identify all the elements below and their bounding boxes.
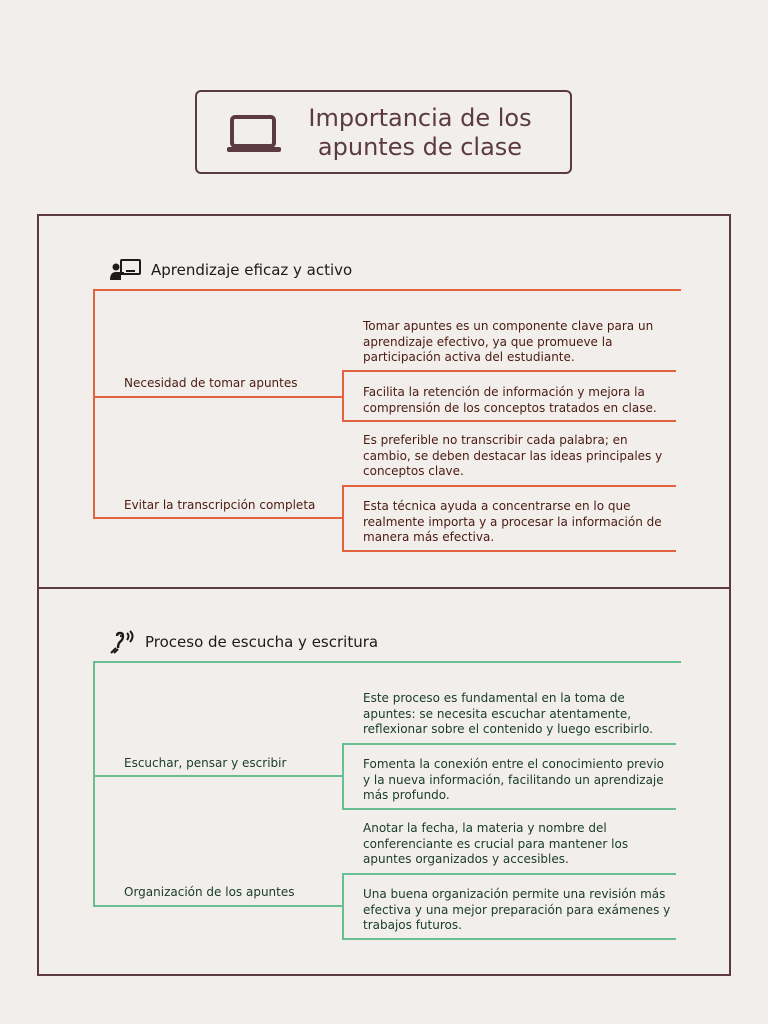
leaf-text: Anotar la fecha, la materia y nombre del conferenciante es crucial para mantener los apuntes organizados y accesibles. xyxy=(363,821,629,866)
leaf-connector-line xyxy=(342,485,344,552)
ear-listening-icon xyxy=(110,630,136,654)
section-top-line xyxy=(93,661,681,663)
leaf-bottom-line xyxy=(342,420,676,422)
section-trunk-line xyxy=(93,289,95,519)
teacher-board-icon xyxy=(110,258,142,282)
branch-line xyxy=(93,517,344,519)
leaf-text: Tomar apuntes es un componente clave para un aprendizaje efectivo, ya que promueve la participación activa del estudiante. xyxy=(363,319,654,364)
leaf-connector-line xyxy=(342,873,344,940)
leaf-connector-line xyxy=(342,370,344,422)
laptop-icon xyxy=(227,112,283,156)
branch-line xyxy=(93,775,344,777)
branch-label: Necesidad de tomar apuntes xyxy=(124,376,298,390)
leaf-text: Facilita la retención de información y mejora la comprensión de los conceptos tratados en clase. xyxy=(363,385,657,415)
page-title: Importancia de los apuntes de clase xyxy=(308,104,532,161)
section-top-line xyxy=(93,289,681,291)
leaf-connector-line xyxy=(342,743,344,810)
leaf-bottom-line xyxy=(342,550,676,552)
leaf-divider-line xyxy=(342,485,676,487)
leaf-divider-line xyxy=(342,743,676,745)
section-title: Proceso de escucha y escritura xyxy=(145,633,379,651)
branch-label: Organización de los apuntes xyxy=(124,885,295,899)
leaf-text: Es preferible no transcribir cada palabra; en cambio, se deben destacar las ideas principales y conceptos clave. xyxy=(363,433,663,478)
title-box xyxy=(195,90,572,174)
branch-label: Escuchar, pensar y escribir xyxy=(124,756,287,770)
leaf-text: Este proceso es fundamental en la toma de apuntes: se necesita escuchar atentamente, reflexionar sobre el contenido y luego escribirlo. xyxy=(363,691,653,736)
leaf-divider-line xyxy=(342,873,676,875)
section-title: Aprendizaje eficaz y activo xyxy=(151,261,353,279)
leaf-bottom-line xyxy=(342,808,676,810)
section-divider xyxy=(37,587,731,589)
section-trunk-line xyxy=(93,661,95,907)
branch-line xyxy=(93,905,344,907)
branch-label: Evitar la transcripción completa xyxy=(124,498,316,512)
leaf-text: Fomenta la conexión entre el conocimiento previo y la nueva información, facilitando un aprendizaje más profundo. xyxy=(363,757,665,802)
leaf-bottom-line xyxy=(342,938,676,940)
leaf-text: Esta técnica ayuda a concentrarse en lo que realmente importa y a procesar la información de manera más efectiva. xyxy=(363,499,662,544)
branch-line xyxy=(93,396,344,398)
leaf-divider-line xyxy=(342,370,676,372)
leaf-text: Una buena organización permite una revisión más efectiva y una mejor preparación para exámenes y trabajos futuros. xyxy=(363,887,671,932)
